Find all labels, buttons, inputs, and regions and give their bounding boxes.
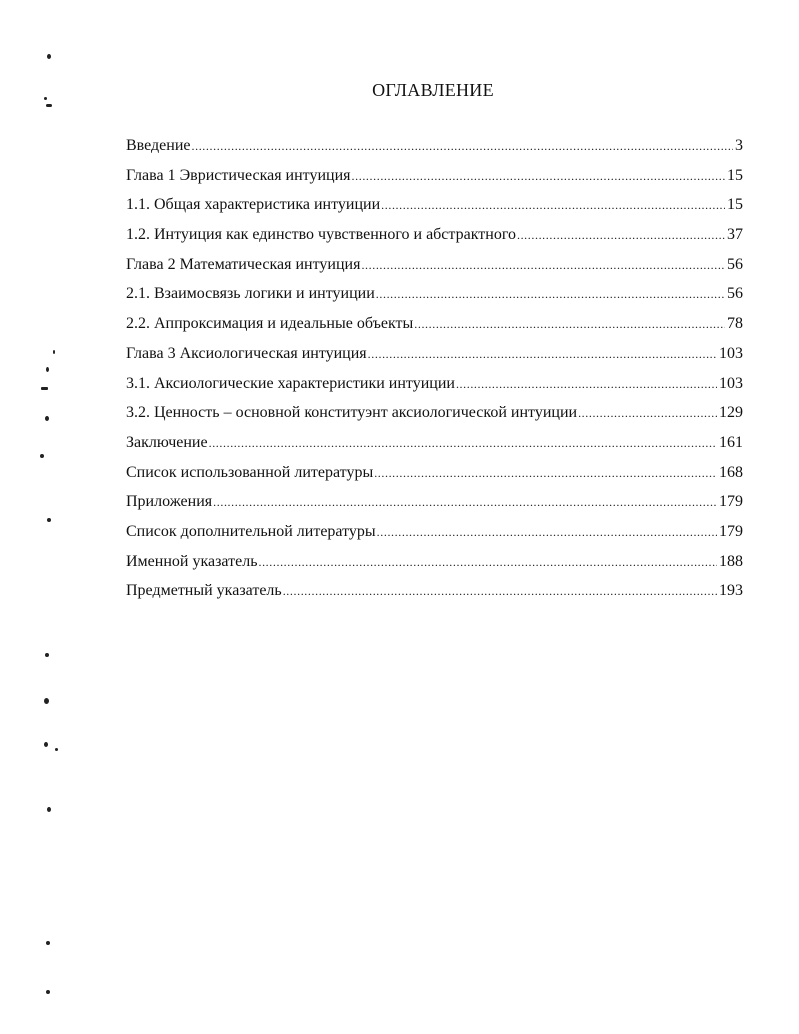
dot-leader [376,288,725,300]
toc-entry-label: Список дополнительной литературы [126,522,376,540]
toc-entry-page-number: 56 [727,255,743,273]
toc-entry-page-number: 193 [719,582,743,600]
scan-speck [47,807,51,812]
scan-speck [46,104,52,107]
dot-leader [381,199,725,211]
toc-entry-name-index[interactable] [126,547,743,577]
scan-speck [47,54,51,59]
toc-entry-page-number: 168 [719,463,743,481]
toc-entry-section-2-2[interactable] [126,309,743,339]
toc-entry-label: 2.2. Аппроксимация и идеальные объекты [126,315,414,333]
scan-speck [47,518,51,522]
scan-speck [41,387,48,390]
dot-leader [374,467,717,479]
toc-entry-section-3-2[interactable] [126,398,743,428]
toc-entry-label: Заключение [126,433,208,451]
toc-entry-page-number: 161 [719,433,743,451]
toc-entry-chapter-3[interactable] [126,339,743,369]
toc-entry-label: Глава 1 Эвристическая интуиция [126,166,351,184]
dot-leader [456,378,717,390]
toc-entry-subject-index[interactable] [126,576,743,606]
toc-entry-chapter-1[interactable] [126,161,743,191]
scan-speck [55,748,58,751]
toc-entry-label: 3.1. Аксиологические характеристики интуиции [126,374,455,392]
toc-entry-page-number: 3 [735,137,743,154]
dot-leader [414,318,725,330]
scan-speck [44,698,49,704]
toc-entry-page-number: 103 [719,374,743,392]
scan-speck [46,367,49,372]
scan-speck [46,941,50,945]
dot-leader [258,556,717,568]
scan-speck [40,454,44,458]
toc-entry-label: 3.2. Ценность – основной конституэнт аксиологической интуиции [126,404,578,422]
toc-entry-page-number: 15 [727,166,743,184]
toc-entry-page-number: 188 [719,552,743,570]
scan-speck [44,97,47,100]
scan-speck [45,416,49,421]
toc-entry-section-3-1[interactable] [126,369,743,399]
dot-leader [209,437,717,449]
toc-entry-page-number: 103 [719,344,743,362]
toc-entry-page-number: 129 [719,404,743,422]
page-title: ОГЛАВЛЕНИЕ [372,80,494,100]
toc-entry-page-number: 15 [727,196,743,214]
toc-entry-page-number: 37 [727,226,743,244]
toc-entry-section-2-1[interactable] [126,279,743,309]
toc-entry-label: Приложения [126,493,213,511]
toc-entry-page-number: 179 [719,493,743,511]
toc-entry-label: 1.2. Интуиция как единство чувственного и абстрактного [126,226,516,244]
toc-entry-label: Предметный указатель [126,582,282,600]
dot-leader [578,407,717,419]
dot-leader [192,140,734,152]
toc-entry-additional-literature[interactable] [126,517,743,547]
scan-speck [45,653,49,657]
dot-leader [368,348,717,360]
dot-leader [213,496,717,508]
dot-leader [283,585,717,597]
toc-entry-page-number: 179 [719,522,743,540]
dot-leader [361,259,725,271]
toc-entry-conclusion[interactable] [126,428,743,458]
table-of-contents [126,131,743,606]
toc-entry-label: Именной указатель [126,552,258,570]
toc-entry-page-number: 78 [727,315,743,333]
scan-speck [44,742,48,747]
toc-entry-label: Глава 3 Аксиологическая интуиция [126,344,367,362]
toc-entry-references[interactable] [126,458,743,488]
toc-entry-page-number: 56 [727,285,743,303]
toc-entry-label: 1.1. Общая характеристика интуиции [126,196,381,214]
toc-entry-label: 2.1. Взаимосвязь логики и интуиции [126,285,375,303]
toc-entry-section-1-1[interactable] [126,190,743,220]
toc-entry-chapter-2[interactable] [126,250,743,280]
toc-entry-label: Список использованной литературы [126,463,374,481]
toc-entry-appendices[interactable] [126,487,743,517]
dot-leader [517,229,725,241]
dot-leader [377,526,717,538]
scan-speck [46,990,50,994]
scan-speck [53,350,55,354]
toc-entry-label: Глава 2 Математическая интуиция [126,255,361,273]
toc-entry-introduction[interactable] [126,131,743,161]
toc-entry-section-1-2[interactable] [126,220,743,250]
dot-leader [352,170,725,182]
toc-entry-label: Введение [126,137,191,154]
